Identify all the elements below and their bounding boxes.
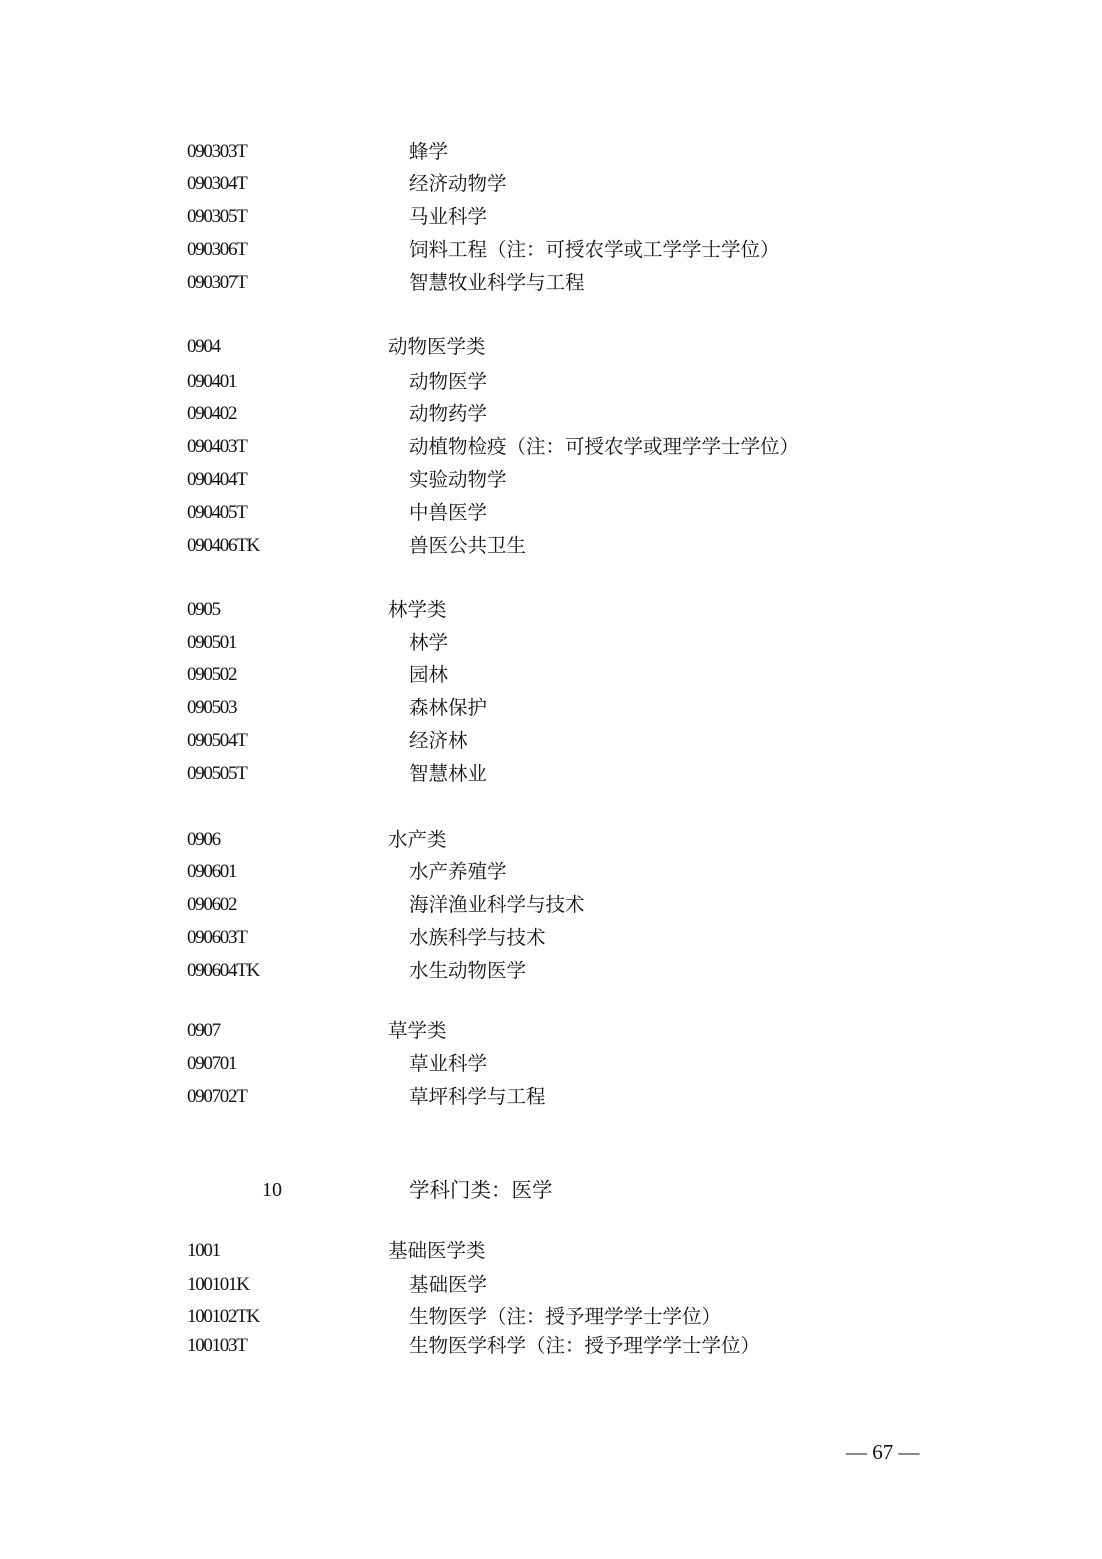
major-row [0, 660, 1102, 690]
major-row [0, 367, 1102, 397]
major-name: 中兽医学 [409, 501, 488, 524]
major-code: 090404T [187, 469, 247, 490]
major-row [0, 693, 1102, 723]
major-row [0, 726, 1102, 756]
major-code: 090501 [187, 632, 237, 653]
major-code: 090502 [187, 664, 237, 685]
class-name: 水产类 [388, 828, 447, 851]
major-name: 实验动物学 [409, 468, 507, 491]
major-code: 0906 [187, 829, 220, 850]
major-name: 饲料工程（注：可授农学或工学学士学位） [409, 238, 780, 261]
major-name: 基础医学 [409, 1273, 488, 1296]
major-row [0, 857, 1102, 887]
major-row [0, 1049, 1102, 1079]
major-name: 生物医学（注：授予理学学士学位） [409, 1305, 722, 1328]
major-row [0, 498, 1102, 528]
major-code: 090602 [187, 894, 237, 915]
class-name: 草学类 [388, 1019, 447, 1042]
major-code: 090601 [187, 861, 237, 882]
major-name: 马业科学 [409, 205, 488, 228]
major-name: 智慧林业 [409, 762, 488, 785]
major-row [0, 268, 1102, 298]
major-row [0, 169, 1102, 199]
major-code: 090702T [187, 1086, 247, 1107]
major-name: 森林保护 [409, 696, 488, 719]
discipline-code: 10 [262, 1179, 282, 1201]
major-code: 090504T [187, 730, 247, 751]
class-row [0, 1016, 1102, 1046]
class-name: 基础医学类 [388, 1239, 486, 1262]
major-code: 100101K [187, 1274, 249, 1295]
major-code: 090604TK [187, 960, 259, 981]
major-row [0, 432, 1102, 462]
class-row [0, 332, 1102, 362]
major-code: 090401 [187, 371, 237, 392]
major-code: 090505T [187, 763, 247, 784]
major-name: 兽医公共卫生 [409, 534, 527, 557]
class-name: 林学类 [388, 598, 447, 621]
major-code: 090307T [187, 272, 247, 293]
major-code: 090701 [187, 1053, 237, 1074]
major-code: 090306T [187, 239, 247, 260]
major-code: 090406TK [187, 535, 259, 556]
major-code: 0904 [187, 336, 220, 357]
major-name: 水生动物医学 [409, 959, 527, 982]
major-row [0, 956, 1102, 986]
major-code: 090304T [187, 173, 247, 194]
major-row [0, 1331, 1102, 1361]
major-code: 100103T [187, 1335, 247, 1356]
major-code: 100102TK [187, 1306, 259, 1327]
major-code: 090303T [187, 141, 247, 162]
discipline-name: 学科门类：医学 [409, 1178, 553, 1202]
major-row [0, 465, 1102, 495]
major-name: 动植物检疫（注：可授农学或理学学士学位） [409, 435, 800, 458]
major-row [0, 235, 1102, 265]
major-code: 090403T [187, 436, 247, 457]
major-name: 林学 [409, 631, 449, 654]
major-name: 草坪科学与工程 [409, 1085, 546, 1108]
major-row [0, 202, 1102, 232]
major-code: 090503 [187, 697, 237, 718]
major-row [0, 890, 1102, 920]
major-row [0, 923, 1102, 953]
class-row [0, 595, 1102, 625]
major-name: 水产养殖学 [409, 860, 507, 883]
major-row [0, 1270, 1102, 1300]
major-name: 智慧牧业科学与工程 [409, 271, 585, 294]
major-row [0, 628, 1102, 658]
class-row [0, 1236, 1102, 1266]
major-row [0, 399, 1102, 429]
major-name: 蜂学 [409, 140, 449, 163]
major-row [0, 759, 1102, 789]
page-number: — 67 — [846, 1440, 920, 1464]
major-row [0, 1302, 1102, 1332]
major-code: 1001 [187, 1240, 220, 1261]
major-row [0, 1082, 1102, 1112]
major-name: 园林 [409, 663, 449, 686]
major-code: 0907 [187, 1020, 220, 1041]
major-name: 经济林 [409, 729, 468, 752]
major-code: 0905 [187, 599, 220, 620]
major-name: 生物医学科学（注：授予理学学士学位） [409, 1334, 761, 1357]
discipline-heading [0, 1175, 1102, 1205]
major-row [0, 137, 1102, 167]
major-code: 090305T [187, 206, 247, 227]
major-name: 动物药学 [409, 402, 488, 425]
major-name: 海洋渔业科学与技术 [409, 893, 585, 916]
major-code: 090603T [187, 927, 247, 948]
major-row [0, 531, 1102, 561]
major-name: 水族科学与技术 [409, 926, 546, 949]
major-name: 动物医学 [409, 370, 488, 393]
class-name: 动物医学类 [388, 335, 486, 358]
major-name: 草业科学 [409, 1052, 488, 1075]
major-code: 090405T [187, 502, 247, 523]
major-code: 090402 [187, 403, 237, 424]
major-name: 经济动物学 [409, 172, 507, 195]
class-row [0, 825, 1102, 855]
